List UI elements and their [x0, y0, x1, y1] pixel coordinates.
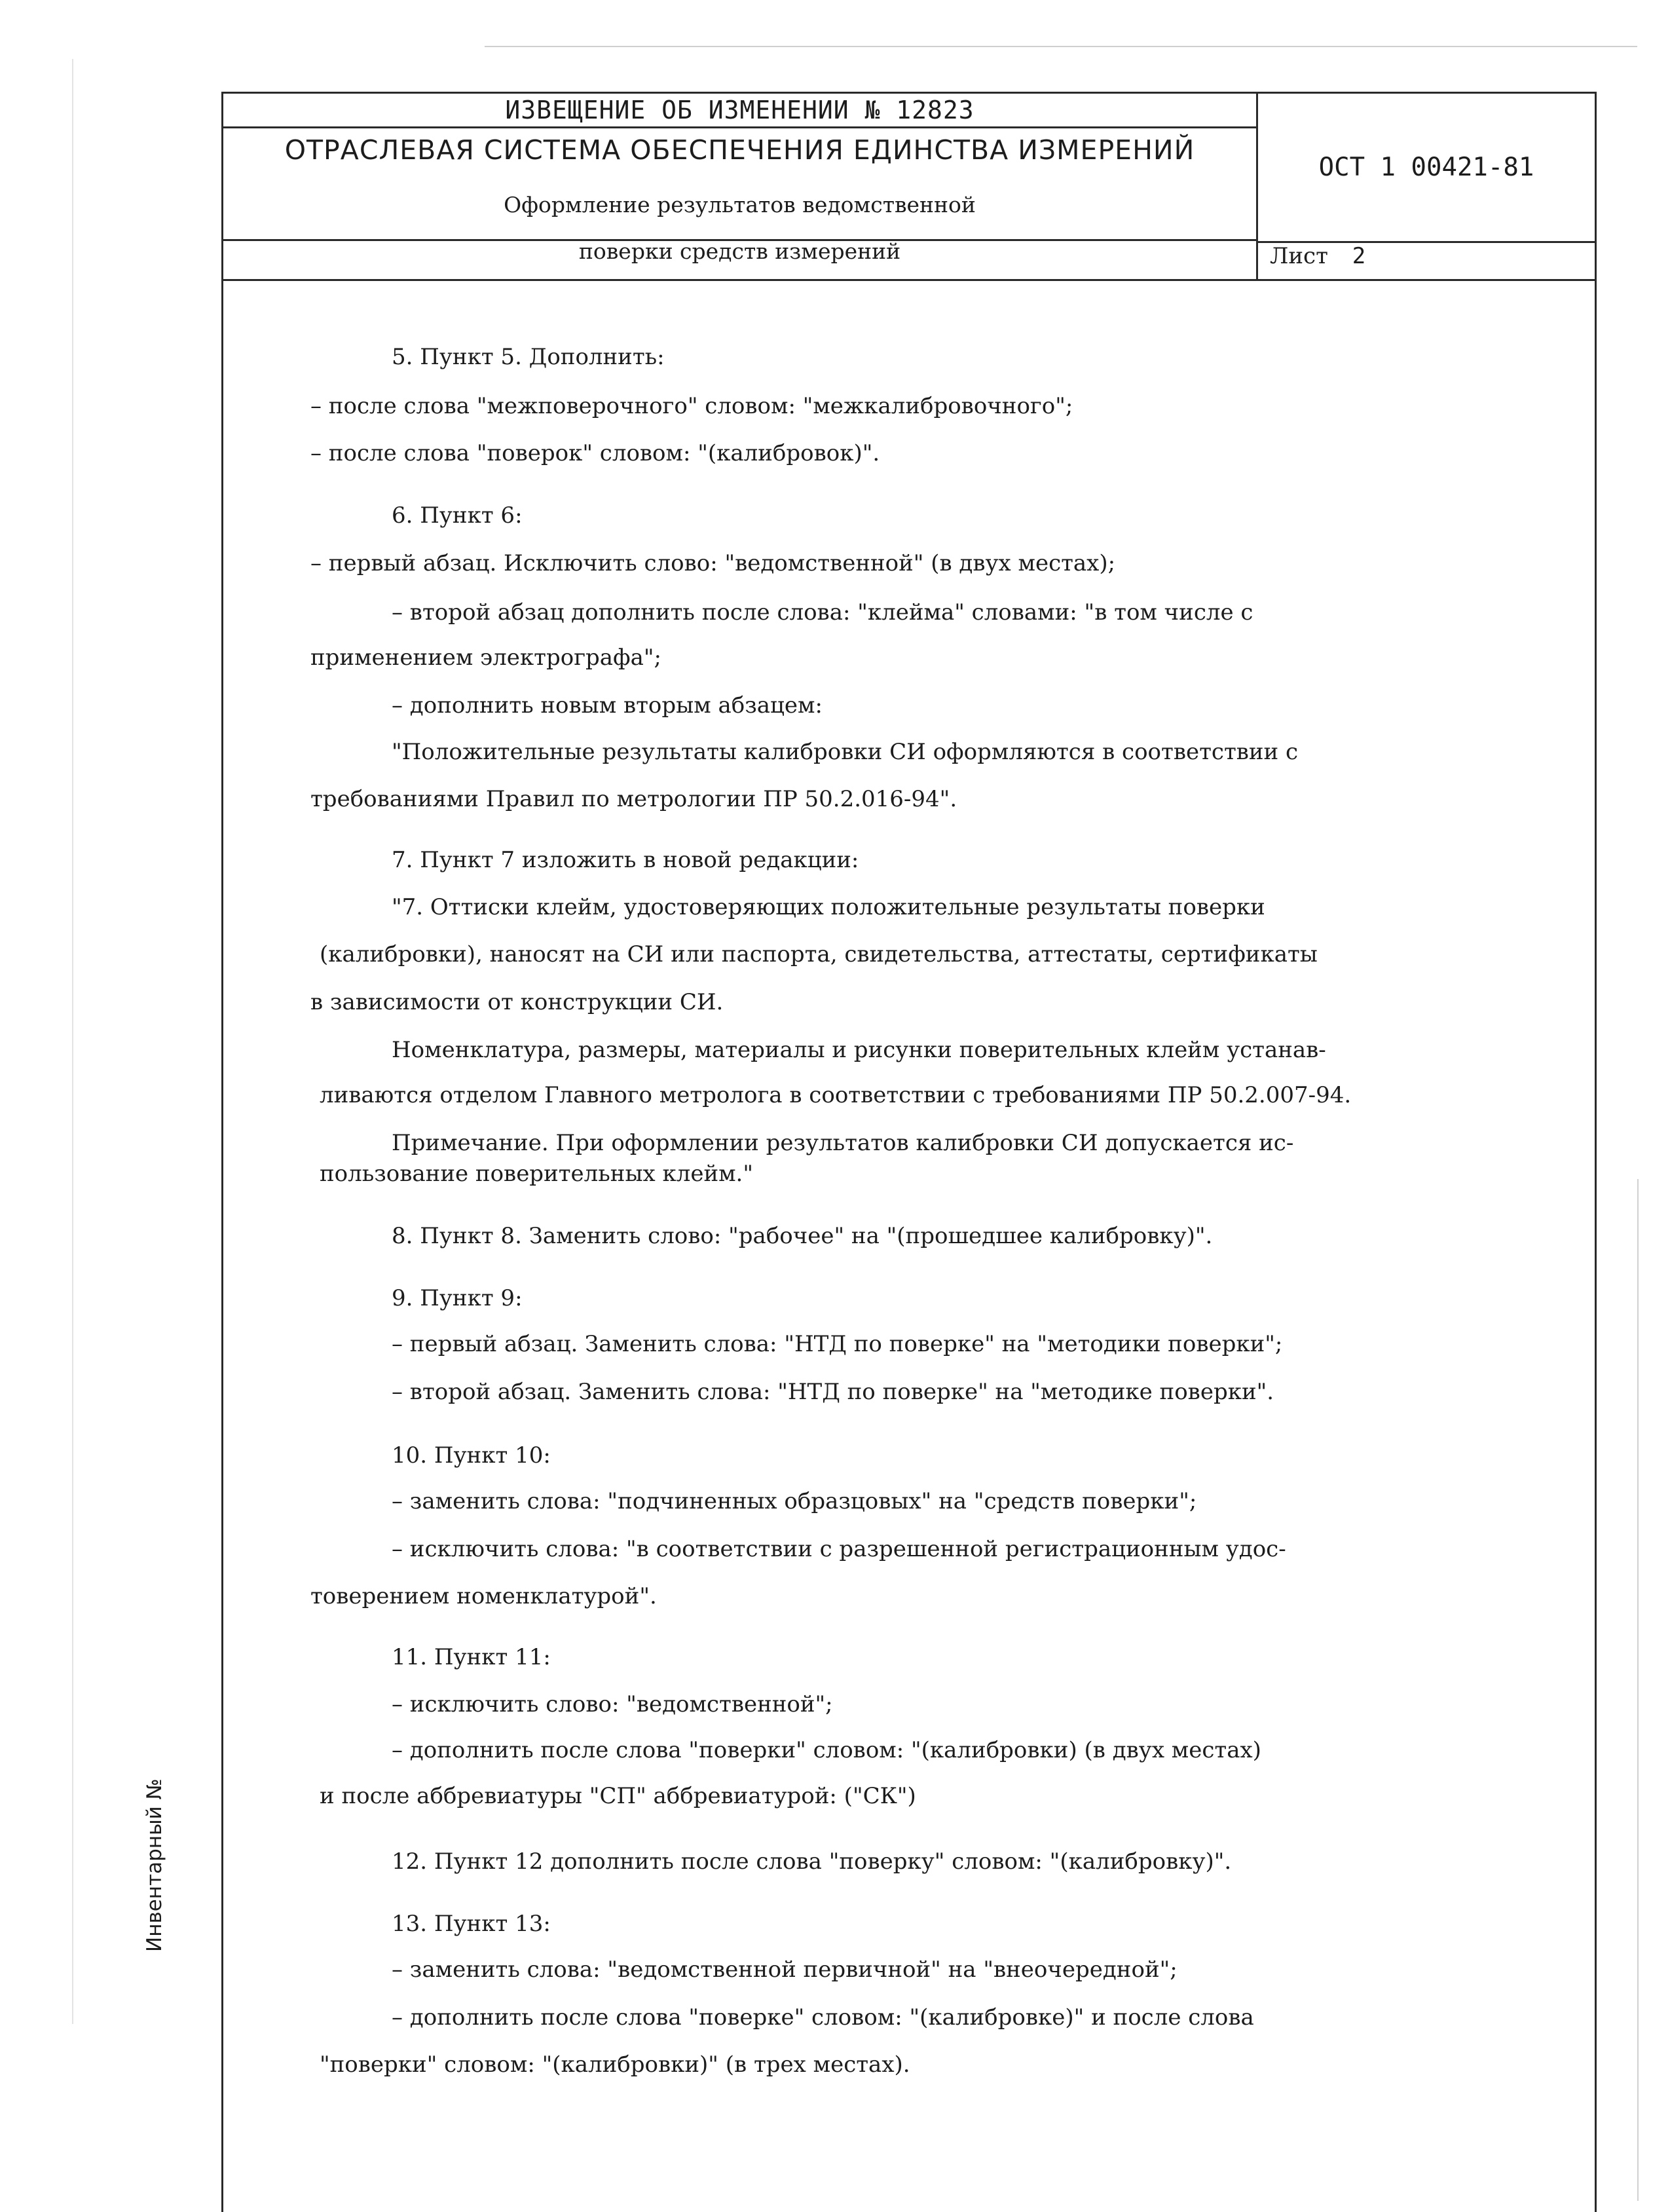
scan-edge-right: [1637, 1179, 1639, 2201]
text-line: Номенклатура, размеры, материалы и рисунки поверительных клейм устанав-: [392, 1037, 1326, 1063]
sheet-number-cell: [1270, 243, 1365, 269]
text-line: – второй абзац. Заменить слова: "НТД по поверке" на "методике поверки".: [392, 1379, 1274, 1405]
text-line: "Положительные результаты калибровки СИ оформляются в соответствии с: [392, 739, 1299, 765]
text-line: 10. Пункт 10:: [392, 1442, 551, 1469]
text-line: ливаются отделом Главного метролога в соответствии с требованиями ПР 50.2.007-94.: [320, 1082, 1352, 1108]
text-line: Примечание. При оформлении результатов калибровки СИ допускается ис-: [392, 1130, 1294, 1156]
text-line: – дополнить после слова "поверке" словом: "(калибровке)" и после слова: [392, 2004, 1254, 2031]
text-line: 9. Пункт 9:: [392, 1285, 523, 1311]
text-line: "поверки" словом: "(калибровки)" (в трех местах).: [320, 2052, 910, 2078]
scan-edge-top: [485, 46, 1637, 47]
text-line: применением электрографа";: [310, 645, 662, 671]
text-line: 5. Пункт 5. Дополнить:: [392, 344, 665, 370]
text-line: "7. Оттиски клейм, удостоверяющих положительные результаты поверки: [392, 894, 1265, 920]
document-subtitle-line2: поверки средств измерений: [578, 238, 901, 264]
text-line: – второй абзац дополнить после слова: "клейма" словами: "в том числе с: [392, 599, 1253, 626]
sheet-label: Лист: [1270, 243, 1328, 269]
text-line: – заменить слова: "подчиненных образцовых" на "средств поверки";: [392, 1488, 1197, 1514]
text-line: пользование поверительных клейм.": [320, 1161, 754, 1187]
document-subtitle-line1: Оформление результатов ведомственной: [504, 192, 976, 217]
text-line: 7. Пункт 7 изложить в новой редакции:: [392, 847, 859, 873]
organization-name: ОТРАСЛЕВАЯ СИСТЕМА ОБЕСПЕЧЕНИЯ ЕДИНСТВА ИЗМЕРЕНИЙ: [284, 134, 1195, 166]
text-line: в зависимости от конструкции СИ.: [310, 989, 724, 1015]
text-line: – исключить слово: "ведомственной";: [392, 1691, 833, 1717]
scan-edge-left: [72, 59, 73, 2024]
text-line: – дополнить после слова "поверки" словом: "(калибровки) (в двух местах): [392, 1737, 1261, 1763]
title-block-left: [223, 94, 1258, 279]
text-line: товерением номенклатурой".: [310, 1583, 657, 1609]
text-line: – первый абзац. Исключить слово: "ведомственной" (в двух местах);: [310, 550, 1116, 576]
text-line: требованиями Правил по метрологии ПР 50.2.016-94".: [310, 786, 957, 812]
text-line: – дополнить новым вторым абзацем:: [392, 692, 823, 719]
sheet-number: 2: [1352, 243, 1366, 269]
text-line: – первый абзац. Заменить слова: "НТД по поверке" на "методики поверки";: [392, 1331, 1283, 1357]
text-line: 11. Пункт 11:: [392, 1644, 551, 1670]
standard-code: ОСТ 1 00421-81: [1258, 94, 1595, 243]
notice-title: ИЗВЕЩЕНИЕ ОБ ИЗМЕНЕНИИ № 12823: [223, 94, 1256, 128]
inventory-number-label: Инвентарный №: [143, 1778, 166, 1952]
text-line: – после слова "поверок" словом: "(калибровок)".: [310, 440, 880, 466]
text-line: 8. Пункт 8. Заменить слово: "рабочее" на "(прошедшее калибровку)".: [392, 1223, 1213, 1249]
text-line: 13. Пункт 13:: [392, 1911, 551, 1937]
title-block: [223, 94, 1595, 281]
text-line: – исключить слова: "в соответствии с разрешенной регистрационным удос-: [392, 1536, 1286, 1562]
text-line: 6. Пункт 6:: [392, 502, 523, 529]
text-line: и после аббревиатуры "СП" аббревиатурой: ("СК"): [320, 1783, 916, 1809]
text-line: – заменить слова: "ведомственной первичной" на "внеочередной";: [392, 1957, 1178, 1983]
text-line: (калибровки), наносят на СИ или паспорта, свидетельства, аттестаты, сертификаты: [320, 941, 1318, 967]
text-line: – после слова "межповерочного" словом: "межкалибровочного";: [310, 393, 1073, 419]
text-line: 12. Пункт 12 дополнить после слова "поверку" словом: "(калибровку)".: [392, 1848, 1232, 1875]
